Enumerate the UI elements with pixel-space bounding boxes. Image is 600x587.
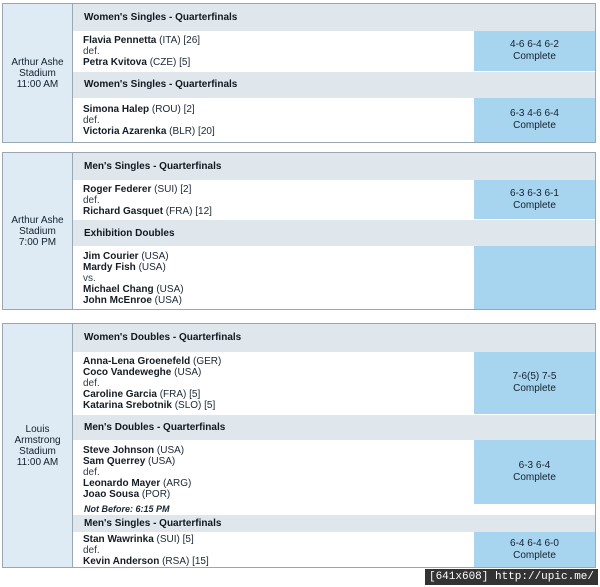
round-header: Men's Doubles - Quarterfinals: [73, 414, 595, 441]
player-name: Sam Querrey: [83, 456, 146, 468]
player-name: Joao Sousa: [83, 489, 140, 501]
player-info: (GER): [190, 355, 222, 367]
match-row[interactable]: [73, 31, 595, 71]
player-name: Leonardo Mayer: [83, 478, 161, 490]
result-separator: def.: [83, 544, 100, 556]
player-info: (USA): [154, 445, 185, 457]
player-info: (CZE) [5]: [146, 56, 191, 68]
player-info: (ITA) [26]: [156, 34, 201, 46]
match-list: [73, 324, 595, 567]
score-text: 6-3 6-4: [518, 460, 551, 472]
player-info: (USA): [135, 261, 166, 273]
status-text: Complete: [513, 549, 556, 561]
player-info: (USA): [145, 456, 176, 468]
player-info: (SUI) [2]: [151, 183, 192, 195]
player-name: Petra Kvitova: [83, 56, 147, 68]
venue-label: Arthur Ashe Stadium 11:00 AM: [3, 4, 73, 142]
player-name: Simona Halep: [83, 104, 150, 115]
round-header: Women's Singles - Quarterfinals: [73, 4, 595, 31]
match-row[interactable]: [73, 352, 595, 414]
score-cell: [472, 440, 595, 504]
player-info: (SLO) [5]: [171, 399, 216, 411]
result-separator: def.: [83, 194, 100, 206]
score-cell: [472, 31, 595, 71]
match-list: [73, 4, 595, 142]
player-info: (USA): [151, 294, 182, 306]
player-name: Caroline Garcia: [83, 388, 157, 400]
schedule-block-3: [2, 323, 596, 568]
player-name: Katarina Srebotnik: [83, 399, 172, 411]
player-info: (FRA) [5]: [156, 388, 201, 400]
players-cell: [73, 352, 472, 414]
match-row[interactable]: [73, 532, 595, 567]
player-info: (USA): [153, 283, 184, 295]
player-info: (BLR) [20]: [166, 126, 215, 137]
result-separator: def.: [83, 467, 100, 479]
players-cell: [73, 532, 472, 567]
player-name: Mardy Fish: [83, 261, 136, 273]
player-info: (FRA) [12]: [163, 205, 212, 217]
player-info: (POR): [139, 489, 171, 501]
result-separator: def.: [83, 377, 100, 389]
score-cell: [472, 246, 595, 309]
result-separator: def.: [83, 115, 100, 126]
status-text: Complete: [513, 472, 556, 484]
player-info: (RSA) [15]: [159, 555, 209, 567]
score-text: 7-6(5) 7-5: [512, 370, 557, 382]
match-row[interactable]: [73, 440, 595, 504]
player-name: Steve Johnson: [83, 445, 155, 457]
score-text: 6-3 6-3 6-1: [510, 187, 559, 199]
status-text: Complete: [513, 199, 556, 211]
score-text: 6-4 6-4 6-0: [510, 537, 559, 549]
players-cell: [73, 180, 472, 219]
match-row[interactable]: [73, 180, 595, 219]
score-cell: [472, 180, 595, 219]
score-text: 4-6 6-4 6-2: [510, 38, 559, 50]
round-header: Women's Doubles - Quarterfinals: [73, 324, 595, 352]
schedule-block-1: [2, 3, 596, 143]
player-name: Flavia Pennetta: [83, 34, 157, 46]
player-info: (SUI) [5]: [153, 533, 194, 545]
round-header: Women's Singles - Quarterfinals: [73, 71, 595, 99]
player-info: (ARG): [160, 478, 192, 490]
match-list: [73, 153, 595, 309]
player-info: (USA): [138, 250, 169, 262]
player-name: Coco Vandeweghe: [83, 366, 172, 378]
match-row[interactable]: [73, 98, 595, 142]
result-separator: vs.: [83, 272, 96, 284]
status-text: Complete: [513, 50, 556, 62]
score-cell: [472, 98, 595, 142]
result-separator: def.: [83, 45, 100, 57]
status-text: Complete: [513, 120, 556, 131]
match-row[interactable]: [73, 246, 595, 309]
not-before-note: Not Before: 6:15 PM: [73, 504, 595, 515]
player-name: Anna-Lena Groenefeld: [83, 355, 191, 367]
status-text: Complete: [513, 382, 556, 394]
round-header: Exhibition Doubles: [73, 219, 595, 246]
players-cell: [73, 246, 472, 309]
player-name: John McEnroe: [83, 294, 152, 306]
player-name: Richard Gasquet: [83, 205, 164, 217]
player-name: Kevin Anderson: [83, 555, 160, 567]
player-name: Jim Courier: [83, 250, 139, 262]
venue-label: Louis Armstrong Stadium 11:00 AM: [3, 324, 73, 567]
player-name: Stan Wawrinka: [83, 533, 154, 545]
players-cell: [73, 31, 472, 71]
player-info: (USA): [171, 366, 202, 378]
round-header: Men's Singles - Quarterfinals: [73, 153, 595, 180]
image-host-tag: [641x608] http://upic.me/: [425, 569, 598, 585]
score-cell: [472, 352, 595, 414]
players-cell: [73, 98, 472, 142]
player-name: Victoria Azarenka: [83, 126, 167, 137]
schedule-block-2: [2, 152, 596, 310]
player-name: Roger Federer: [83, 183, 152, 195]
score-cell: [472, 532, 595, 567]
round-header: Men's Singles - Quarterfinals: [73, 515, 595, 532]
player-name: Michael Chang: [83, 283, 154, 295]
players-cell: [73, 440, 472, 504]
score-text: 6-3 4-6 6-4: [510, 108, 559, 119]
venue-label: Arthur Ashe Stadium 7:00 PM: [3, 153, 73, 309]
player-info: (ROU) [2]: [149, 104, 195, 115]
